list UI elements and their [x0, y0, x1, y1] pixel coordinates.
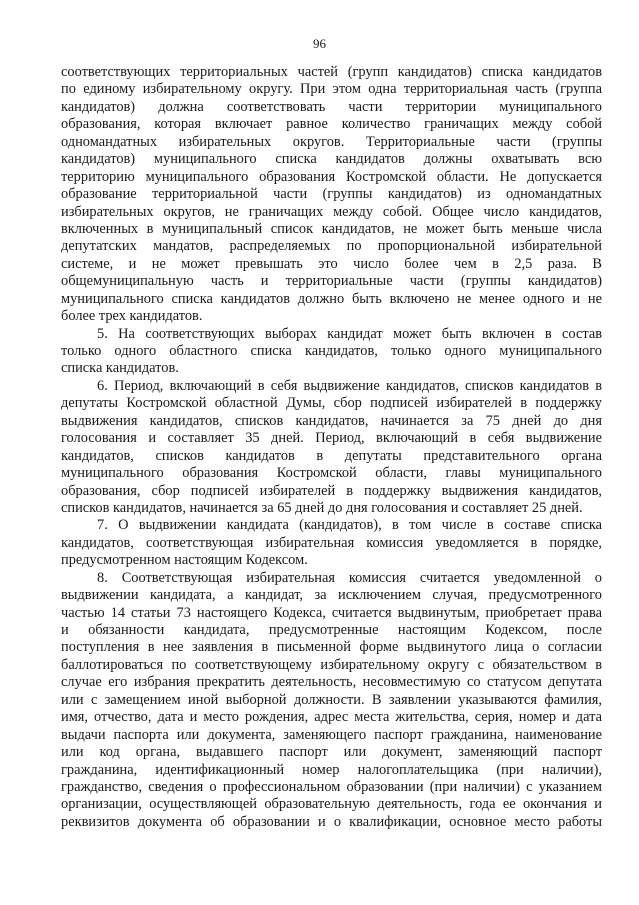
text-line: и обязанности кандидата, предусмотренные настоящим Кодексом, после	[61, 622, 602, 638]
text-line: голосования и составляет 35 дней. Период, включающий в себя выдвижение	[61, 430, 602, 447]
text-line: предусмотренном настоящим Кодексом.	[61, 552, 308, 569]
text-line: 5. На соответствующих выборах кандидат может быть включен в состав	[97, 325, 602, 342]
text-line: кандидатов) должна соответствовать части территории муниципального	[61, 98, 602, 115]
text-line: частью 14 статьи 73 настоящего Кодекса, считается выдвинутым, приобретает права	[61, 604, 602, 621]
text-line: депутаты Костромской областной Думы, сбор подписей избирателей в поддержку	[61, 395, 602, 412]
text-line: включенных в муниципальный список кандидатов, не может быть меньше числа	[61, 220, 602, 237]
text-line: образования, которая включает равное количество граничащих между собой	[61, 116, 602, 133]
text-line: гражданина, идентификационный номер налогоплательщика (при наличии),	[61, 761, 602, 778]
paragraph-item-8	[61, 570, 602, 832]
text-line: организации, осуществляющей образовательную деятельность, года ее окончания и	[61, 796, 602, 813]
text-line: случае его избрания прекратить деятельность, несовместимую со статусом депутата	[61, 674, 602, 691]
text-line: 7. О выдвижении кандидата (кандидатов), в том числе в составе списка	[97, 517, 602, 534]
text-line: реквизитов документа об образовании и о квалификации, основное место работы	[61, 813, 602, 830]
text-line: поступления в нее заявления в письменной форме выдвинутого лица о согласии	[61, 639, 602, 656]
text-line: образование территориальной части (группы кандидатов) из одномандатных	[61, 186, 602, 203]
paragraph-item-6	[61, 378, 602, 518]
text-line: муниципального образования Костромской области, главы муниципального	[61, 465, 602, 482]
text-line: избирательных округов, не граничащих между собой. Общее число кандидатов,	[61, 203, 602, 220]
text-line: кандидатов, списков кандидатов в депутаты представительного органа	[61, 447, 602, 464]
text-line: соответствующих территориальных частей (групп кандидатов) списка кандидатов	[61, 64, 602, 80]
text-line: кандидатов, соответствующая избирательная комиссия уведомляется в порядке,	[61, 534, 602, 551]
text-line: списков кандидатов, начинается за 65 дней до дня голосования и составляет 25 дней.	[61, 499, 583, 516]
document-body	[61, 64, 602, 831]
page-number: 96	[313, 36, 326, 51]
text-line: образования, сбор подписей избирателей в поддержку выдвижения кандидатов,	[61, 482, 602, 499]
text-line: кандидатов) муниципального списка кандидатов должны охватывать всю	[61, 151, 602, 168]
text-line: выдвижения кандидатов, списков кандидатов, начинается за 75 дней до дня	[61, 412, 602, 429]
text-line: 6. Период, включающий в себя выдвижение кандидатов, списков кандидатов в	[97, 377, 602, 394]
text-line: по единому избирательному округу. При этом одна территориальная часть (группа	[61, 81, 602, 98]
paragraph-item-7	[61, 517, 602, 569]
text-line: муниципального списка кандидатов должно быть включено не менее одного и не	[61, 290, 602, 307]
text-line: общемуниципальную часть и территориальные части (группы кандидатов)	[61, 273, 602, 290]
text-line: выдачи паспорта или документа, заменяющего паспорт гражданина, наименование	[61, 726, 602, 743]
text-line: имя, отчество, дата и место рождения, адрес места жительства, серия, номер и дата	[61, 709, 602, 726]
text-line: системе, и не может превышать это число более чем в 2,5 раза. В	[61, 255, 602, 272]
text-line: гражданство, сведения о профессиональном образовании (при наличии) с указанием	[61, 778, 602, 795]
text-line: депутатских мандатов, распределяемых по пропорциональной избирательной	[61, 238, 602, 255]
text-line: выдвижении кандидата, а кандидат, за исключением случая, предусмотренного	[61, 587, 602, 604]
text-line: только одного областного списка кандидатов, только одного муниципального	[61, 343, 602, 359]
text-line: одномандатных избирательных округов. Территориальные части (группы	[61, 133, 602, 150]
text-line: или с замещением иной выборной должности. В заявлении указываются фамилия,	[61, 691, 602, 708]
text-line: 8. Соответствующая избирательная комиссия считается уведомленной о	[97, 569, 602, 586]
text-line: или код органа, выдавшего паспорт или документ, заменяющий паспорт	[61, 744, 602, 761]
paragraph-item-5	[61, 326, 602, 378]
text-line: территорию муниципального образования Костромской области. Не допускается	[61, 168, 602, 185]
text-line: более трех кандидатов.	[61, 308, 203, 325]
text-line: баллотироваться по соответствующему избирательному округу с обязательством в	[61, 656, 602, 673]
paragraph-continuation	[61, 64, 602, 326]
text-line: списка кандидатов.	[61, 360, 179, 377]
